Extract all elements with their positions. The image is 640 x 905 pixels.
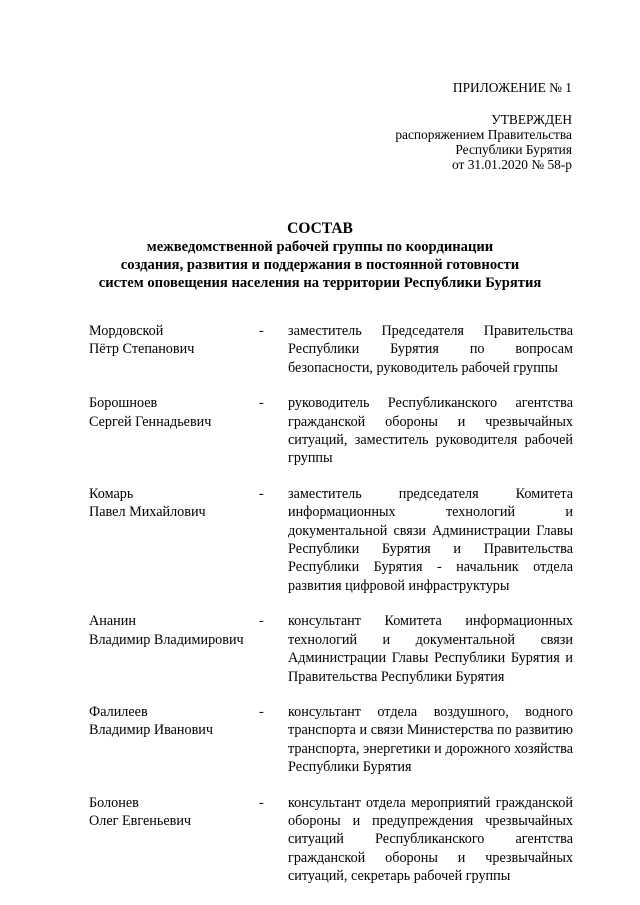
member-entry (89, 394, 573, 468)
member-entry (89, 322, 573, 377)
member-surname: Комарь (89, 485, 134, 502)
title-line: межведомственной рабочей группы по координации (146, 239, 494, 255)
member-dash: - (259, 485, 264, 502)
title-main: СОСТАВ (287, 220, 353, 237)
member-name (89, 794, 259, 886)
member-entry (89, 612, 573, 686)
member-name (89, 485, 259, 595)
member-role: консультант отдела мероприятий гражданской обороны и предупреждения чрезвычайных ситуаций Республиканского агентства гражданской обороны и чрезвычайных ситуаций, секретарь рабочей группы (288, 794, 573, 885)
member-role: консультант отдела воздушного, водного транспорта и связи Министерства по развитию транспорта, энергетики и дорожного хозяйства Республики Бурятия (288, 703, 573, 776)
member-surname: Борошноев (89, 395, 158, 412)
member-dash: - (259, 703, 264, 720)
approval-line: от 31.01.2020 № 58-р (452, 157, 572, 172)
member-role: заместитель Председателя Правительства Республики Бурятия по вопросам безопасности, руководитель рабочей группы (288, 323, 573, 376)
approval-line: Республики Бурятия (455, 142, 572, 157)
member-dash: - (259, 794, 264, 811)
member-entry (89, 794, 573, 886)
member-surname: Фалилеев (89, 703, 148, 720)
member-given-name: Владимир Владимирович (89, 631, 244, 648)
member-surname: Ананин (89, 613, 136, 630)
member-name (89, 394, 259, 468)
title-line: систем оповещения населения на территории Республики Бурятия (98, 275, 542, 291)
member-dash: - (259, 613, 264, 630)
member-given-name: Пётр Степанович (89, 341, 195, 358)
member-role: консультант Комитета информационных технологий и документальной связи Администрации Главы Республики Бурятия и Правительства Республики Бурятия (288, 613, 573, 685)
member-name (89, 703, 259, 777)
member-given-name: Олег Евгеньевич (89, 812, 192, 829)
member-surname: Болонев (89, 794, 139, 811)
member-given-name: Сергей Геннадьевич (89, 413, 212, 430)
member-surname: Мордовской (89, 323, 164, 339)
member-entry (89, 703, 573, 777)
member-given-name: Павел Михайлович (89, 504, 206, 521)
approval-line: УТВЕРЖДЕН (491, 112, 572, 127)
appendix-label: ПРИЛОЖЕНИЕ № 1 (452, 80, 572, 95)
approval-line: распоряжением Правительства (395, 127, 572, 142)
member-name (89, 612, 259, 686)
members-list (89, 322, 573, 903)
member-entry (89, 485, 573, 595)
document-title (0, 220, 640, 292)
member-given-name: Владимир Иванович (89, 722, 214, 739)
member-role: руководитель Республиканского агентства гражданской обороны и чрезвычайных ситуаций, заместитель руководителя рабочей группы (288, 395, 573, 467)
member-role: заместитель председателя Комитета информационных технологий и документальной связи Администрации Главы Республики Бурятия и Правительства Республики Бурятия - начальник отдела развития цифровой инфраструктуры (288, 485, 573, 594)
member-name (89, 322, 259, 377)
member-dash: - (259, 323, 264, 339)
approval-stamp (395, 112, 572, 172)
member-dash: - (259, 395, 264, 412)
title-line: создания, развития и поддержания в постоянной готовности (120, 257, 520, 273)
